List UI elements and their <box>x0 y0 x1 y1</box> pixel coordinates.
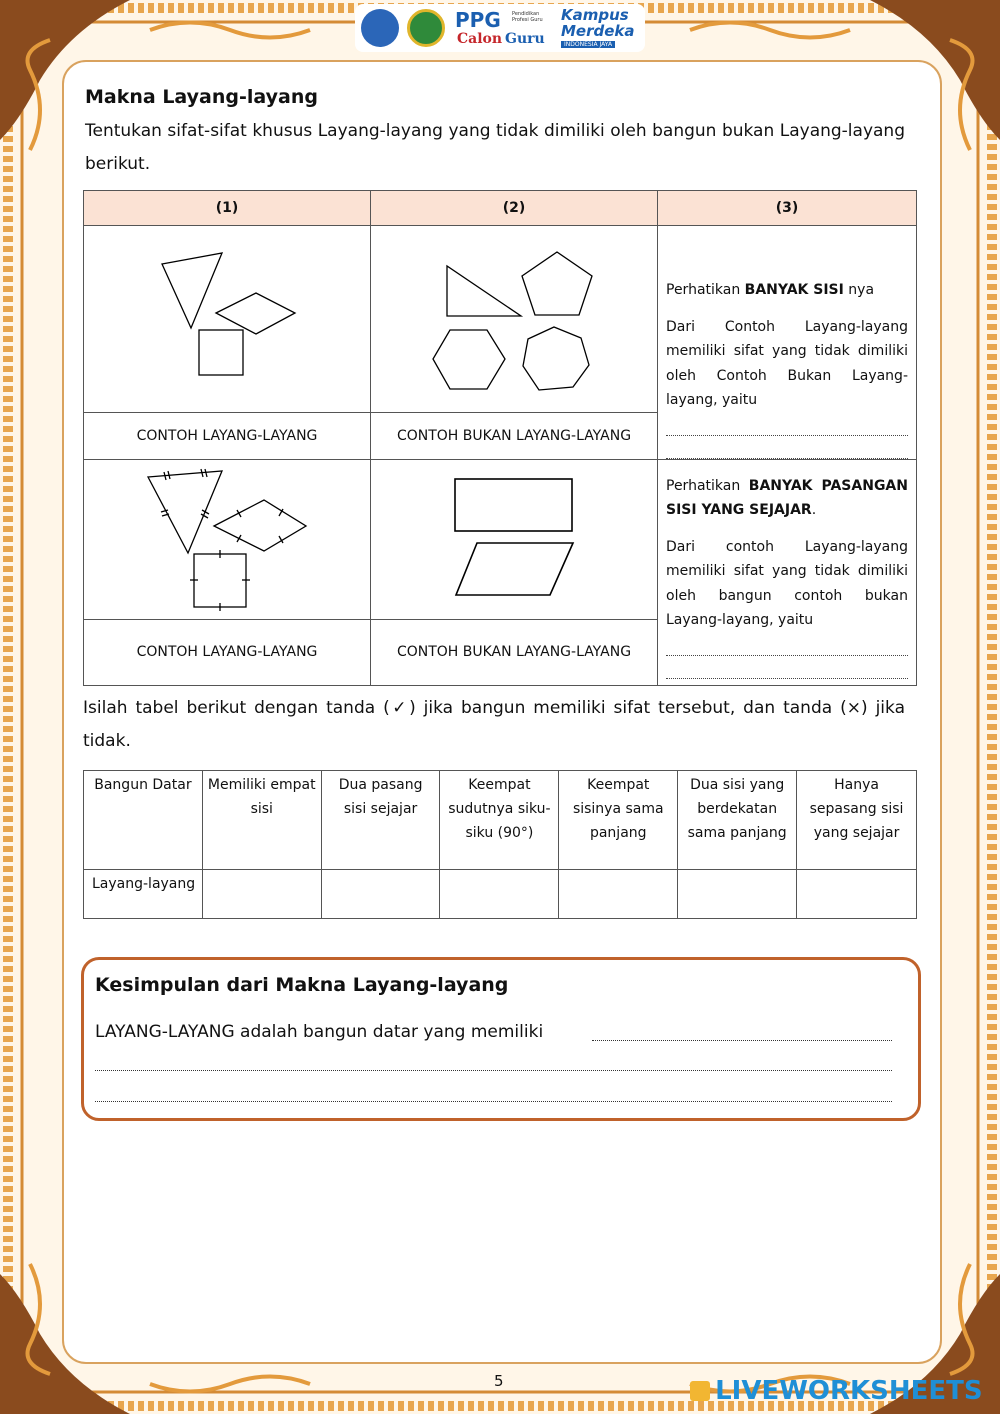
parallel-sides-emphasis: BANYAK PASANGAN SISI YANG SEJAJAR <box>666 477 908 518</box>
rhombus-marked-shape <box>214 500 306 551</box>
table1-header-2: (2) <box>371 191 658 226</box>
header-siku-siku: Keempat sudutnya siku-siku (90°) <box>440 771 559 870</box>
parallelogram-shape <box>456 543 573 595</box>
conclusion-answer-line-2[interactable] <box>95 1070 892 1071</box>
parallel-sides-body: Dari contoh Layang-layang memiliki sifat yang tidak dimiliki oleh bangun contoh bukan Layang-layang, yaitu <box>666 538 908 628</box>
header-empat-sisi: Memiliki empat sisi <box>202 771 321 870</box>
answer-line-2[interactable] <box>666 436 908 459</box>
table1-header-1: (1) <box>84 191 371 226</box>
header-dua-pasang-sejajar: Dua pasang sisi sejajar <box>321 771 440 870</box>
header-berdekatan-sama: Dua sisi yang berdekatan sama panjang <box>678 771 797 870</box>
kite-shapes-figure-1 <box>84 226 370 402</box>
section-intro: Tentukan sifat-sifat khusus Layang-layang yang tidak dimiliki oleh bangun bukan Layang-layang berikut. <box>85 121 905 174</box>
side-count-body: Dari Contoh Layang-layang memiliki sifat yang tidak dimiliki oleh Contoh Bukan Layang-layang, yaitu <box>666 318 908 408</box>
table1-header-3: (3) <box>658 191 917 226</box>
square-marked-shape <box>194 554 246 607</box>
kite-marked-shape <box>148 471 222 553</box>
liveworksheets-icon <box>690 1381 710 1401</box>
nonkite-examples-cell-1 <box>371 226 658 413</box>
page-number: 5 <box>494 1372 504 1390</box>
conclusion-box <box>81 957 921 1121</box>
caption-kite-2: CONTOH LAYANG-LAYANG <box>84 619 371 685</box>
liveworksheets-watermark: LIVEWORKSHEETS <box>715 1376 983 1406</box>
kite-shape <box>162 253 222 328</box>
parallel-sides-hint: Perhatikan BANYAK PASANGAN SISI YANG SEJAJAR. <box>666 477 908 518</box>
conclusion-title: Kesimpulan dari Makna Layang-layang <box>95 974 509 996</box>
caption-nonkite-2: CONTOH BUKAN LAYANG-LAYANG <box>371 619 658 685</box>
caption-nonkite-1: CONTOH BUKAN LAYANG-LAYANG <box>371 413 658 460</box>
conclusion-text: LAYANG-LAYANG adalah bangun datar yang memiliki <box>95 1022 544 1042</box>
ppg-logo-text: PPG <box>455 8 501 32</box>
triangle-shape <box>447 266 521 316</box>
side-count-note <box>658 226 917 460</box>
kampus-text: Kampus <box>561 6 629 24</box>
kite-shapes-figure-2 <box>84 460 370 615</box>
answer-cell-sama-panjang[interactable] <box>559 870 678 919</box>
header-sama-panjang: Keempat sisinya sama panjang <box>559 771 678 870</box>
section-title: Makna Layang-layang <box>85 86 318 108</box>
answer-line-3[interactable] <box>666 633 908 656</box>
heptagon-shape <box>523 327 589 390</box>
kite-examples-cell-2 <box>84 459 371 619</box>
caption-kite-1: CONTOH LAYANG-LAYANG <box>84 413 371 460</box>
rectangle-shape <box>455 479 572 531</box>
answer-cell-sepasang-sejajar[interactable] <box>797 870 917 919</box>
parallel-sides-note <box>658 459 917 685</box>
conclusion-answer-line-3[interactable] <box>95 1101 892 1102</box>
answer-cell-siku-siku[interactable] <box>440 870 559 919</box>
kite-comparison-table <box>83 190 917 686</box>
nonkite-examples-cell-2 <box>371 459 658 619</box>
header-sepasang-sejajar: Hanya sepasang sisi yang sejajar <box>797 771 917 870</box>
fill-table-instruction: Isilah tabel berikut dengan tanda (✓) jika bangun memiliki sifat tersebut, dan tanda (×) jika tidak. <box>83 698 905 751</box>
kite-examples-cell-1 <box>84 226 371 413</box>
answer-line-1[interactable] <box>666 413 908 436</box>
row-label-layang-layang: Layang-layang <box>84 870 203 919</box>
merdeka-text: Merdeka <box>561 22 635 40</box>
hexagon-shape <box>433 330 505 389</box>
answer-cell-empat-sisi[interactable] <box>202 870 321 919</box>
conclusion-answer-line-1[interactable] <box>592 1040 892 1041</box>
answer-line-4[interactable] <box>666 656 908 679</box>
nonkite-shapes-figure-2 <box>371 460 657 615</box>
rhombus-shape <box>216 293 295 334</box>
university-logo-icon <box>407 9 445 47</box>
pentagon-shape <box>522 252 592 315</box>
nonkite-shapes-figure-1 <box>371 226 657 402</box>
header-bangun-datar: Bangun Datar <box>84 771 203 870</box>
answer-cell-berdekatan-sama[interactable] <box>678 870 797 919</box>
calon-text: Calon <box>457 31 503 47</box>
indonesia-jaya-text: INDONESIA JAYA <box>561 41 615 48</box>
property-checklist-table <box>83 770 917 919</box>
tut-wuri-logo-icon <box>361 9 399 47</box>
guru-text: Guru <box>505 31 545 47</box>
answer-cell-dua-pasang-sejajar[interactable] <box>321 870 440 919</box>
liveworksheets-logo <box>690 1376 983 1406</box>
header-logos <box>355 4 645 52</box>
side-count-hint: Perhatikan BANYAK SISI nya <box>666 282 875 298</box>
ppg-logo-sub: Pendidikan Profesi Guru <box>512 11 543 23</box>
side-count-emphasis: BANYAK SISI <box>744 282 844 298</box>
square-shape <box>199 330 243 375</box>
